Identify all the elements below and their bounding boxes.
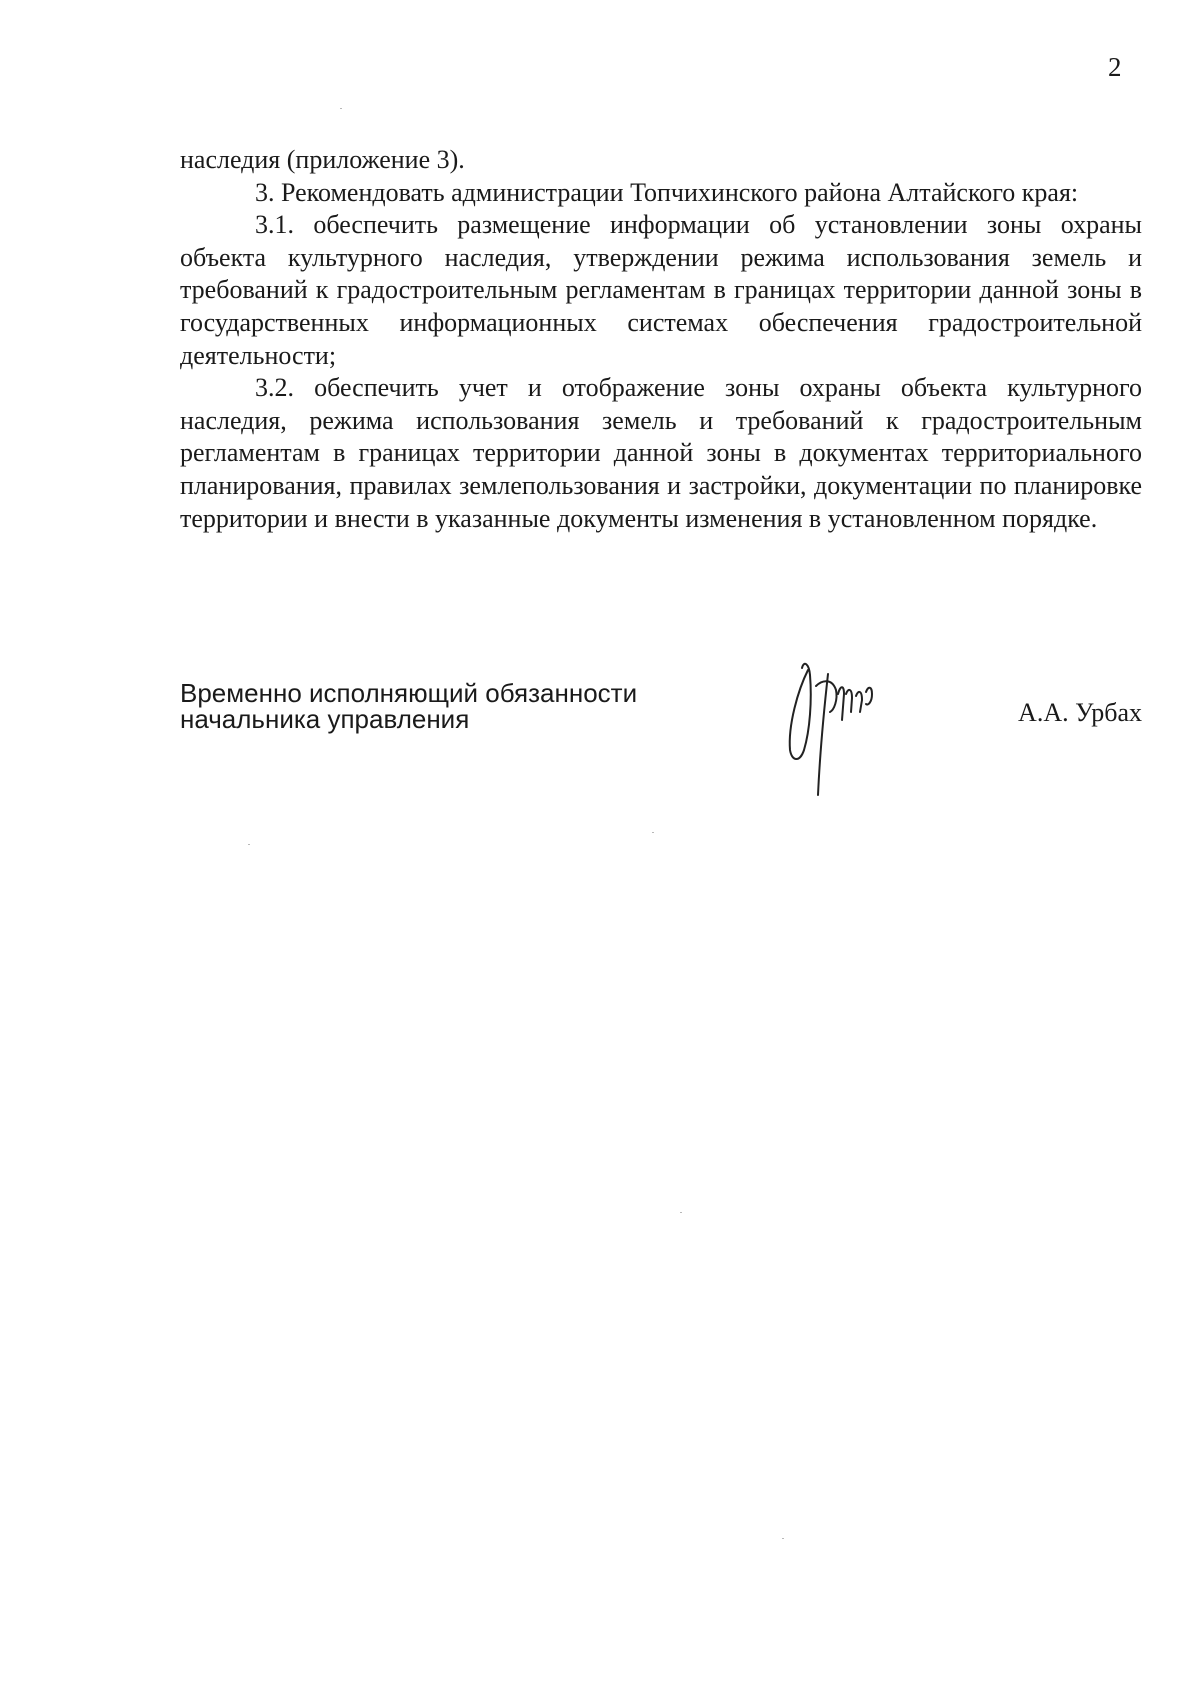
document-body bbox=[180, 144, 1142, 535]
scan-speck bbox=[248, 844, 250, 845]
scan-speck bbox=[340, 108, 342, 109]
handwritten-signature bbox=[780, 650, 920, 800]
paragraph-item-3: 3. Рекомендовать администрации Топчихинского района Алтайского края: bbox=[255, 177, 1079, 207]
page-number: 2 bbox=[1108, 52, 1122, 82]
scan-speck bbox=[782, 1538, 784, 1539]
paragraph-item-3-2: 3.2. обеспечить учет и отображение зоны охраны объекта культурного наследия, режима использования земель и требований к градостроительным регламентам в границах территории данной зоны в документах территориального планирования, правилах землепользования и застройки, документации по планировке территории и внести в указанные документы изменения в установленном порядке. bbox=[180, 373, 1142, 533]
paragraph-item-3-1: 3.1. обеспечить размещение информации об установлении зоны охраны объекта культурного наследия, утверждении режима использования земель и требований к градостроительным регламентам в границах территории данной зоны в государственных информационных системах обеспечения градостроительной деятельности; bbox=[180, 210, 1142, 370]
scan-speck bbox=[680, 1212, 682, 1213]
signatory-position-line-1: Временно исполняющий обязанности bbox=[180, 678, 638, 708]
signatory-position bbox=[180, 680, 637, 732]
signatory-position-line-2: начальника управления bbox=[180, 704, 470, 734]
scan-speck bbox=[652, 832, 654, 833]
paragraph-continuation: наследия (приложение 3). bbox=[180, 145, 465, 174]
signatory-name: А.А. Урбах bbox=[1018, 698, 1142, 727]
